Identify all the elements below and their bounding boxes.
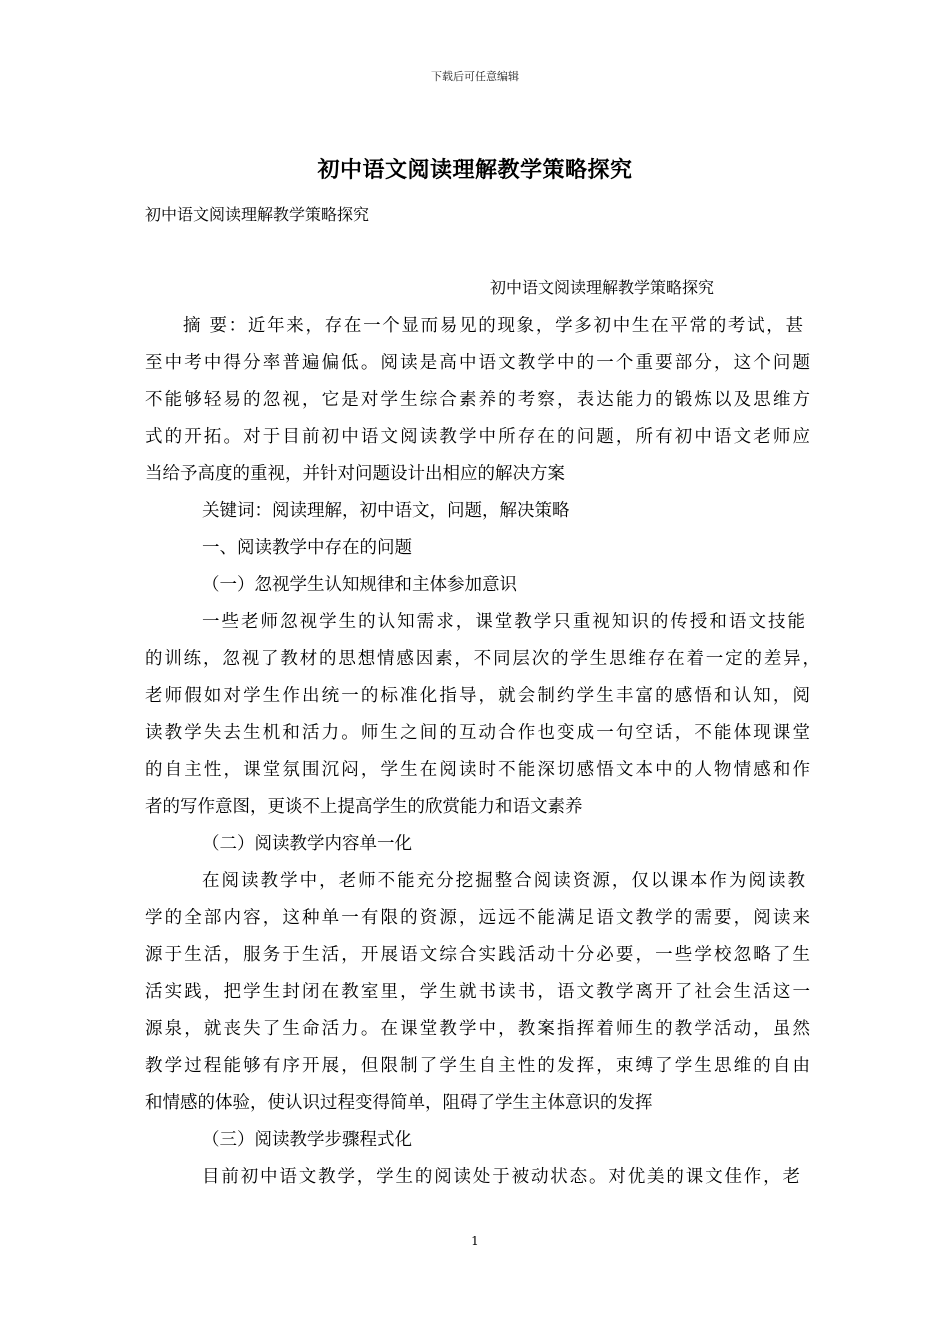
- section-heading: 一、阅读教学中存在的问题: [202, 538, 412, 558]
- abstract-line: 式的开拓。对于目前初中语文阅读教学中所存在的问题，所有初中语文老师应: [145, 427, 810, 447]
- header-note: 下载后可任意编辑: [431, 70, 519, 83]
- paragraph-line: 老师假如对学生作出统一的标准化指导，就会制约学生丰富的感悟和认知，阅: [145, 686, 810, 706]
- abstract-line: 摘 要：近年来，存在一个显而易见的现象，学多初中生在平常的考试，甚: [183, 316, 803, 336]
- paragraph-line: 者的写作意图，更谈不上提高学生的欣赏能力和语文素养: [145, 797, 583, 817]
- paragraph-line: 源泉，就丧失了生命活力。在课堂教学中，教案指挥着师生的教学活动，虽然: [145, 1019, 810, 1039]
- paragraph-line: 和情感的体验，使认识过程变得简单，阻碍了学生主体意识的发挥: [145, 1093, 653, 1113]
- paragraph-line: 目前初中语文教学，学生的阅读处于被动状态。对优美的课文佳作，老: [202, 1167, 800, 1187]
- subsection-heading: （一）忽视学生认知规律和主体参加意识: [202, 575, 517, 595]
- paragraph-line: 读教学失去生机和活力。师生之间的互动合作也变成一句空话，不能体现课堂: [145, 723, 810, 743]
- paragraph-line: 活实践，把学生封闭在教室里，学生就书读书，语文教学离开了社会生活这一: [145, 982, 810, 1002]
- abstract-line: 不能够轻易的忽视，它是对学生综合素养的考察，表达能力的锻炼以及思维方: [145, 390, 810, 410]
- paragraph-line: 源于生活，服务于生活，开展语文综合实践活动十分必要，一些学校忽略了生: [145, 945, 810, 965]
- paragraph-line: 的自主性，课堂氛围沉闷，学生在阅读时不能深切感悟文本中的人物情感和作: [145, 760, 810, 780]
- paragraph-line: 的训练，忽视了教材的思想情感因素，不同层次的学生思维存在着一定的差异，: [145, 649, 820, 669]
- paragraph-line: 一些老师忽视学生的认知需求，课堂教学只重视知识的传授和语文技能: [202, 612, 805, 632]
- abstract-line: 当给予高度的重视，并针对问题设计出相应的解决方案: [145, 464, 565, 484]
- page-number: 1: [471, 1234, 479, 1248]
- paragraph-line: 教学过程能够有序开展，但限制了学生自主性的发挥，束缚了学生思维的自由: [145, 1056, 810, 1076]
- document-title: 初中语文阅读理解教学策略探究: [317, 157, 633, 183]
- subtitle-right: 初中语文阅读理解教学策略探究: [490, 278, 715, 297]
- subsection-heading: （三）阅读教学步骤程式化: [202, 1130, 412, 1150]
- paragraph-line: 在阅读教学中，老师不能充分挖掘整合阅读资源，仅以课本作为阅读教: [202, 871, 805, 891]
- paragraph-line: 学的全部内容，这种单一有限的资源，远远不能满足语文教学的需要，阅读来: [145, 908, 810, 928]
- subsection-heading: （二）阅读教学内容单一化: [202, 834, 412, 854]
- subtitle-left: 初中语文阅读理解教学策略探究: [145, 205, 370, 224]
- keywords-line: 关键词：阅读理解，初中语文，问题，解决策略: [202, 501, 570, 521]
- abstract-line: 至中考中得分率普遍偏低。阅读是高中语文教学中的一个重要部分，这个问题: [145, 353, 810, 373]
